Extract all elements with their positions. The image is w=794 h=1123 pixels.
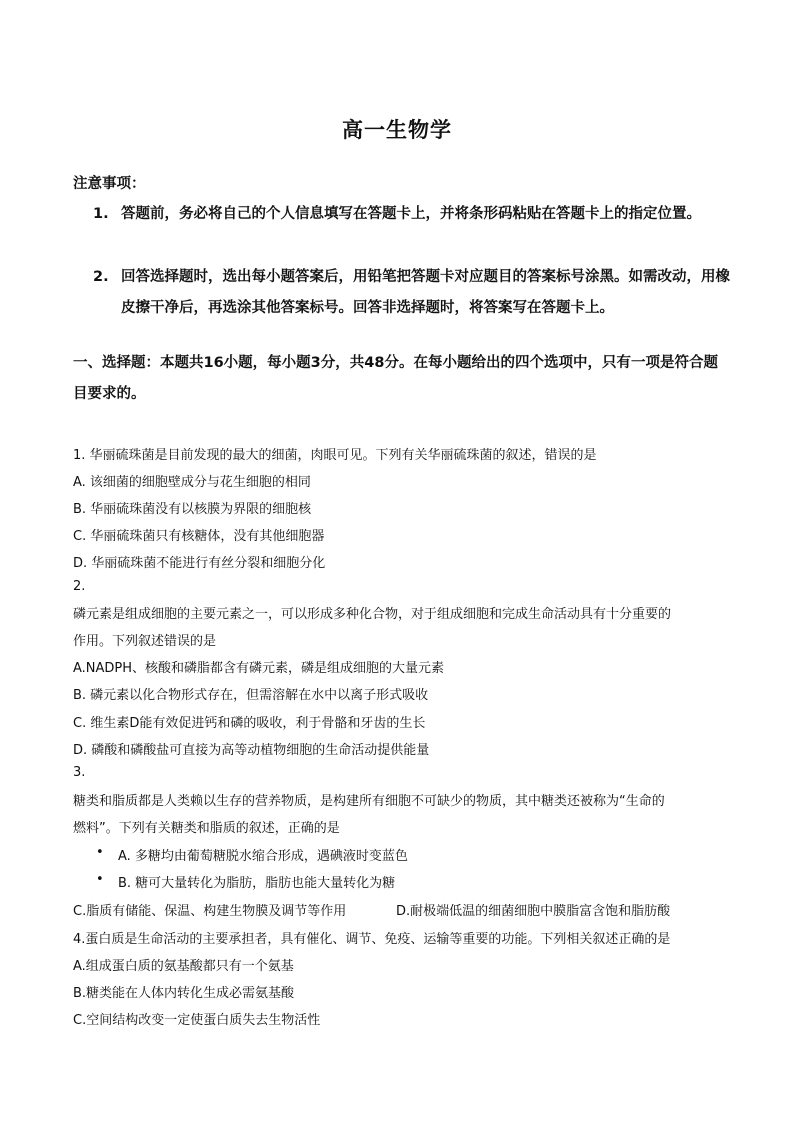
page-title: 高一生物学 [342, 117, 452, 142]
q3-option-a: A. 多糖均由葡萄糖脱水缩合形成，遇碘液时变蓝色 [118, 849, 408, 864]
notice-item-2 [93, 262, 733, 324]
q1-option-c: C. 华丽硫珠菌只有核糖体，没有其他细胞器 [73, 529, 325, 544]
q2-option-b: B. 磷元素以化合物形式存在，但需溶解在水中以离子形式吸收 [73, 688, 429, 703]
q3-option-b: B. 糖可大量转化为脂肪，脂肪也能大量转化为糖 [118, 876, 396, 891]
q4-option-b: B.糖类能在人体内转化生成必需氨基酸 [73, 986, 295, 1001]
q3-number: 3. [73, 765, 86, 780]
notice-item-number: 1. [93, 206, 109, 222]
notice-item-text: 答题前，务必将自己的个人信息填写在答题卡上，并将条形码粘贴在答题卡上的指定位置。 [121, 206, 701, 222]
q2-option-d: D. 磷酸和磷酸盐可直接为高等动植物细胞的生命活动提供能量 [73, 743, 430, 758]
q2-stem-line-2: 作用。下列叙述错误的是 [73, 634, 217, 649]
bullet-icon: • [96, 845, 104, 860]
bullet-icon: • [96, 872, 104, 887]
notice-heading: 注意事项： [73, 176, 146, 192]
q3-stem-line-1: 糖类和脂质都是人类赖以生存的营养物质，是构建所有细胞不可缺少的物质，其中糖类还被称为“生命的 [73, 794, 665, 809]
notice-item-number: 2. [93, 269, 109, 285]
q2-number: 2. [73, 579, 86, 594]
q3-stem-line-2: 燃料”。下列有关糖类和脂质的叙述，正确的是 [73, 821, 340, 836]
q2-option-a: A.NADPH、核酸和磷脂都含有磷元素，磷是组成细胞的大量元素 [73, 661, 445, 676]
q2-stem-line-1: 磷元素是组成细胞的主要元素之一，可以形成多种化合物，对于组成细胞和完成生命活动具有十分重要的 [73, 607, 672, 622]
q1-option-b: B. 华丽硫珠菌没有以核膜为界限的细胞核 [73, 502, 312, 517]
notice-item-text: 回答选择题时，选出每小题答案后，用铅笔把答题卡对应题目的答案标号涂黑。如需改动，用橡皮擦干净后，再选涂其他答案标号。回答非选择题时，将答案写在答题卡上。 [121, 269, 730, 316]
q1-stem: 1. 华丽硫珠菌是目前发现的最大的细菌，肉眼可见。下列有关华丽硫珠菌的叙述，错误的是 [73, 448, 597, 463]
notice-item-1 [93, 199, 733, 230]
q4-stem: 4.蛋白质是生命活动的主要承担者，具有催化、调节、免疫、运输等重要的功能。下列相关叙述正确的是 [73, 932, 671, 947]
q1-option-d: D. 华丽硫珠菌不能进行有丝分裂和细胞分化 [73, 556, 326, 571]
q4-option-a: A.组成蛋白质的氨基酸都只有一个氨基 [73, 959, 294, 974]
q3-option-c: C.脂质有储能、保温、构建生物膜及调节等作用 [73, 904, 347, 919]
q4-option-c: C.空间结构改变一定使蛋白质失去生物活性 [73, 1013, 321, 1028]
q3-option-d: D.耐极端低温的细菌细胞中膜脂富含饱和脂肪酸 [396, 904, 671, 919]
q2-option-c: C. 维生素D能有效促进钙和磷的吸收，利于骨骼和牙齿的生长 [73, 716, 426, 731]
q1-option-a: A. 该细菌的细胞壁成分与花生细胞的相同 [73, 475, 311, 490]
section-heading: 一、选择题：本题共16小题，每小题3分，共48分。在每小题给出的四个选项中，只有一项是符合题目要求的。 [73, 355, 718, 402]
